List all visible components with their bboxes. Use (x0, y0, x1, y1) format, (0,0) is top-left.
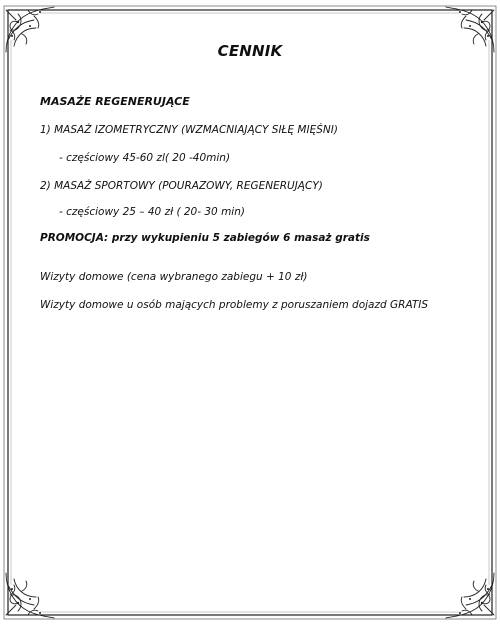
promotion-text: przy wykupieniu 5 zabiegów 6 masaż gratis (108, 232, 370, 244)
home-visit-note: Wizyty domowe (cena wybranego zabiegu + 10 zł) (40, 271, 308, 283)
section-heading: MASAŻE REGENERUJĄCE (40, 95, 190, 108)
home-visit-free-note: Wizyty domowe u osób mających problemy z poruszaniem dojazd GRATIS (40, 299, 429, 311)
price-item-detail: - częściowy 45-60 zl( 20 -40min) (59, 152, 231, 164)
price-item-label: 2) MASAŻ SPORTOWY (POURAZOWY, REGENERUJĄCY) (40, 180, 323, 192)
page-title: CENNIK (217, 42, 283, 60)
price-item-label: 1) MASAŻ IZOMETRYCZNY (WZMACNIAJĄCY SIŁĘ MIĘŚNI) (40, 124, 338, 136)
price-item-detail: - częściowy 25 – 40 zł ( 20- 30 min) (59, 206, 245, 218)
promotion-line (40, 232, 370, 244)
promotion-label: PROMOCJA: (40, 232, 109, 244)
